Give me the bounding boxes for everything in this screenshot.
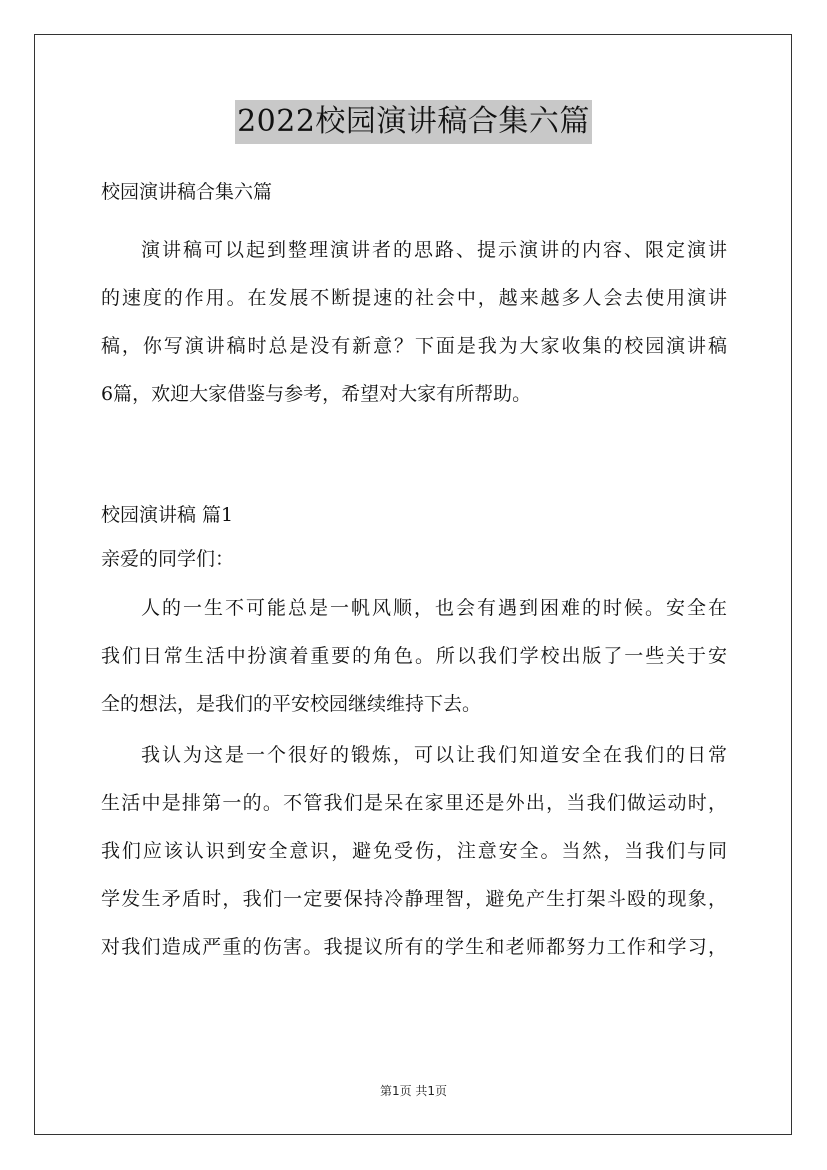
intro-line: 演讲稿可以起到整理演讲者的思路、提示演讲的内容、限定演讲 xyxy=(141,239,727,261)
intro-line: 6篇，欢迎大家借鉴与参考，希望对大家有所帮助。 xyxy=(101,383,532,405)
body-paragraph-1 xyxy=(101,584,727,728)
paragraph-line: 我认为这是一个很好的锻炼，可以让我们知道安全在我们的日常 xyxy=(141,744,727,766)
page-footer: 第1页 共1页 xyxy=(379,1084,448,1098)
section-heading: 校园演讲稿 篇1 xyxy=(101,504,234,526)
document-title: 2022校园演讲稿合集六篇 xyxy=(235,100,592,144)
title-container xyxy=(0,100,827,144)
paragraph-line: 全的想法，是我们的平安校园继续维持下去。 xyxy=(101,693,482,715)
body-paragraph-2 xyxy=(101,731,727,971)
document-body xyxy=(101,170,727,971)
greeting: 亲爱的同学们： xyxy=(101,548,235,570)
intro-paragraph xyxy=(101,226,727,418)
paragraph-line: 我们应该认识到安全意识，避免受伤，注意安全。当然，当我们与同 xyxy=(101,840,727,862)
intro-line: 稿，你写演讲稿时总是没有新意？下面是我为大家收集的校园演讲稿 xyxy=(101,335,727,357)
paragraph-line: 生活中是排第一的。不管我们是呆在家里还是外出，当我们做运动时， xyxy=(101,792,727,814)
paragraph-line: 学发生矛盾时，我们一定要保持冷静理智，避免产生打架斗殴的现象， xyxy=(101,888,727,910)
paragraph-line: 我们日常生活中扮演着重要的角色。所以我们学校出版了一些关于安 xyxy=(101,645,727,667)
paragraph-line: 人的一生不可能总是一帆风顺，也会有遇到困难的时候。安全在 xyxy=(141,597,727,619)
intro-line: 的速度的作用。在发展不断提速的社会中，越来越多人会去使用演讲 xyxy=(101,287,727,309)
document-subtitle: 校园演讲稿合集六篇 xyxy=(101,181,273,203)
paragraph-line: 对我们造成严重的伤害。我提议所有的学生和老师都努力工作和学习， xyxy=(101,936,727,958)
